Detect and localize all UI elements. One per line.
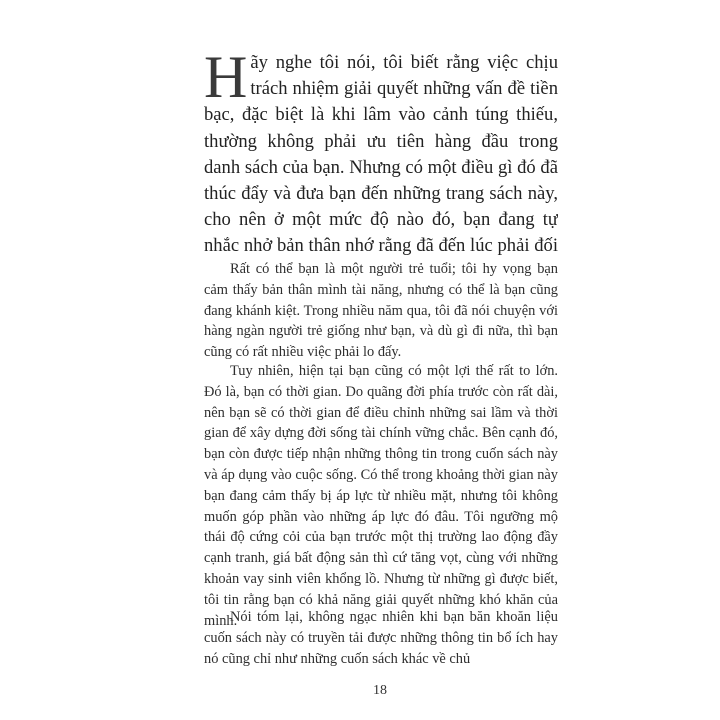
intro-paragraph bbox=[204, 50, 558, 260]
page-number: 18 bbox=[373, 683, 387, 698]
drop-cap: H bbox=[204, 50, 248, 110]
paragraph-1: Rất có thể bạn là một người trẻ tuổi; tôi hy vọng bạn cảm thấy bản thân mình tài năng, nhưng có thể là bạn cũng đang khánh kiệt. Trong nhiều năm qua, tôi đã nói chuyện với hàng ngàn người trẻ giống như bạn, và dù gì đi nữa, thì bạn cũng có rất nhiều việc phải lo đấy. bbox=[204, 261, 558, 361]
paragraph-2: Tuy nhiên, hiện tại bạn cũng có một lợi thế rất to lớn. Đó là, bạn có thời gian. Do quãng đời phía trước còn rất dài, nên bạn sẽ có thời gian để điều chỉnh những sai lầm và thời gian để xây dựng đời sống tài chính vững chắc. Bên cạnh đó, bạn còn được tiếp nhận những thông tin trong cuốn sách này và áp dụng vào cuộc sống. Có thể trong khoảng thời gian này bạn đang cảm thấy bị áp lực từ nhiều mặt, nhưng tôi không muốn góp phần vào những áp lực đó đâu. Tôi ngưỡng mộ thái độ cứng cỏi của bạn trước một thị trường lao động đầy cạnh tranh, giá bất động sản thì cứ tăng vọt, cùng với những khoản vay sinh viên khổng lồ. Nhưng từ những gì được biết, tôi tin rằng bạn có khả năng giải quyết những khó khăn của mình. bbox=[204, 363, 558, 629]
page-text-block bbox=[204, 50, 558, 667]
paragraph-3: Nói tóm lại, không ngạc nhiên khi bạn băn khoăn liệu cuốn sách này có truyền tải được những thông tin bổ ích hay nó cũng chỉ như những cuốn sách khác về chủ bbox=[204, 609, 558, 667]
intro-text: ãy nghe tôi nói, tôi biết rằng việc chịu trách nhiệm giải quyết những vấn đề tiền bạc, đặc biệt là khi lâm vào cảnh túng thiếu, thường không phải ưu tiên hàng đầu trong danh sách của bạn. Nhưng có một điều gì đó đã thúc đẩy và đưa bạn đến những trang sách này, cho nên ở một mức độ nào đó, bạn đang tự nhắc nhở bản thân nhớ rằng đã đến lúc phải đối bbox=[204, 52, 558, 257]
